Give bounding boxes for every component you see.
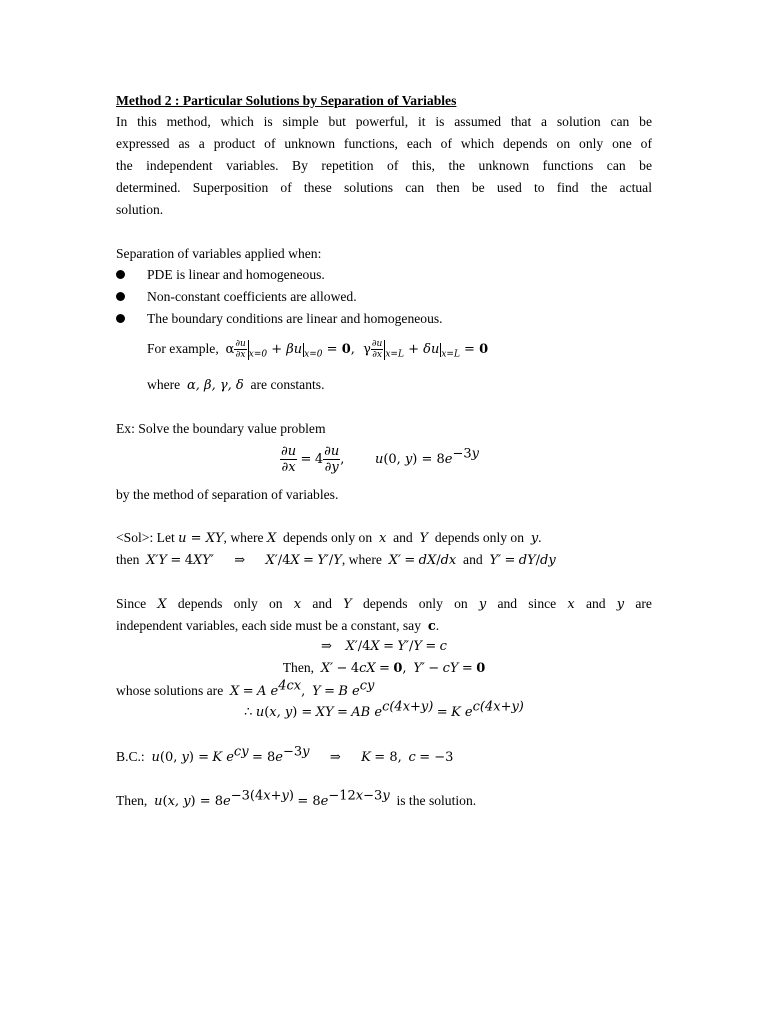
and-since-label: and since [497,596,557,611]
solution-suffix: is the solution. [396,793,477,808]
var-Y: Y [343,597,352,612]
bullet-dot [116,270,125,279]
product-eq: u = XY [178,531,224,546]
var-x: x [567,597,575,612]
depends-label: depends only on [283,530,373,545]
var-x: x [378,531,387,546]
where-label: where [147,377,181,392]
where-label: , where [223,530,264,545]
then-label: then [116,552,140,567]
bullet-item-1: PDE is linear and homogeneous. [147,267,325,282]
intro-line-2: expressed as a product of unknown functions, each of which depends on only one of [116,136,652,151]
separated-eq: ⇒ X′/4X = Y′/Y = c [321,639,447,654]
solution-line-1 [116,529,542,548]
for-example-label: For example, [147,341,219,356]
final-solution: Then, u(x, $y) = 8e^{-3(4x+y)} = 8e^{-12x-3y}$ is the solution. [116,788,477,809]
bullet-dot [116,292,125,301]
and-label: and [585,596,606,611]
var-y: y [478,597,487,612]
intro-line-1: In this method, which is simple but powerful, it is assumed that a solution can be [116,114,652,129]
and-label: and [312,596,332,611]
bullet-item-3: The boundary conditions are linear and homogeneous. [147,311,443,326]
bullet-dot [116,314,125,323]
var-y: y [616,597,625,612]
and-label: and [393,530,413,545]
intro-line-4: determined. Superposition of these solutions can then be used to find the actual [116,180,652,195]
are-constants-label: are constants. [250,377,325,392]
var-x: x [293,597,302,612]
whose-solutions-label: whose solutions are [116,683,224,698]
sol-prefix: <Sol>: Let [116,530,175,545]
constants-list: α, β, γ, δ [187,378,244,393]
section-title: Method 2 : Particular Solutions by Separation of Variables [116,93,457,108]
depends-label: depends only on [177,596,283,611]
since-text: independent variables, each side must be a constant, say [116,618,422,633]
since-line-1 [116,595,652,614]
applied-heading: Separation of variables applied when: [116,246,322,261]
then-label: Then, [116,793,148,808]
depends-label: depends only on [362,596,468,611]
intro-line-3: the independent variables. By repetition of this, the unknown functions can be [116,158,652,173]
since-line-2: independent variables, each side must be a constant, say c. [116,618,440,634]
bc-label: B.C.: [116,749,145,764]
constants-line [147,376,324,395]
whose-solutions: whose solutions are X = A $e^{4cx}$, Y = B $e^{cy}$ [116,678,375,699]
depends-label: depends only on [434,530,525,545]
boundary-condition: B.C.: u(0, y) = K $e^{cy} = 8e^{-3y}$ ⇒ K = 8, c = −3 [116,744,454,765]
boundary-equation: α $\frac{\partial u}{\partial x}$ $_{x=0}$ + βu $_{x=0}$ = 0, γ $\frac{\partial u}{\partial x}$ $_{x=L}$ + δu $_{x=L}$ = 0 [225,339,489,360]
pde-equation: $\frac{\partial u}{\partial x}$ = 4 $\frac{\partial u}{\partial y}$ , u(0, $y) = 8e^{-3y}$ [281,444,480,476]
boundary-example [147,333,488,366]
ode-pair: Then, X′ − 4cX = 0, Y′ − cY = 0 [282,660,486,676]
general-solution: ∴ u(x, y) = XY = AB $e^{c(4x+y)} = K$ $e^{c(4x+y)}$ [244,699,524,720]
period: . [538,530,542,545]
since-label: Since [116,596,147,611]
solution-line-2: then X′Y = 4XY′ ⇒ X′/4X = Y′/Y, where X′ = dX/dx and Y′ = dY/dy [116,552,556,568]
var-y: y [530,531,539,546]
constant-c: c [427,619,436,634]
var-Y: Y [419,531,429,546]
intro-line-5: solution. [116,202,164,217]
are-label: are [635,596,652,611]
then-label: Then, [282,660,315,675]
example-heading: Ex: Solve the boundary value problem [116,421,326,436]
example-method: by the method of separation of variables. [116,487,339,502]
var-X: X [266,531,277,546]
var-X: X [157,597,167,612]
bullet-item-2: Non-constant coefficients are allowed. [147,289,357,304]
